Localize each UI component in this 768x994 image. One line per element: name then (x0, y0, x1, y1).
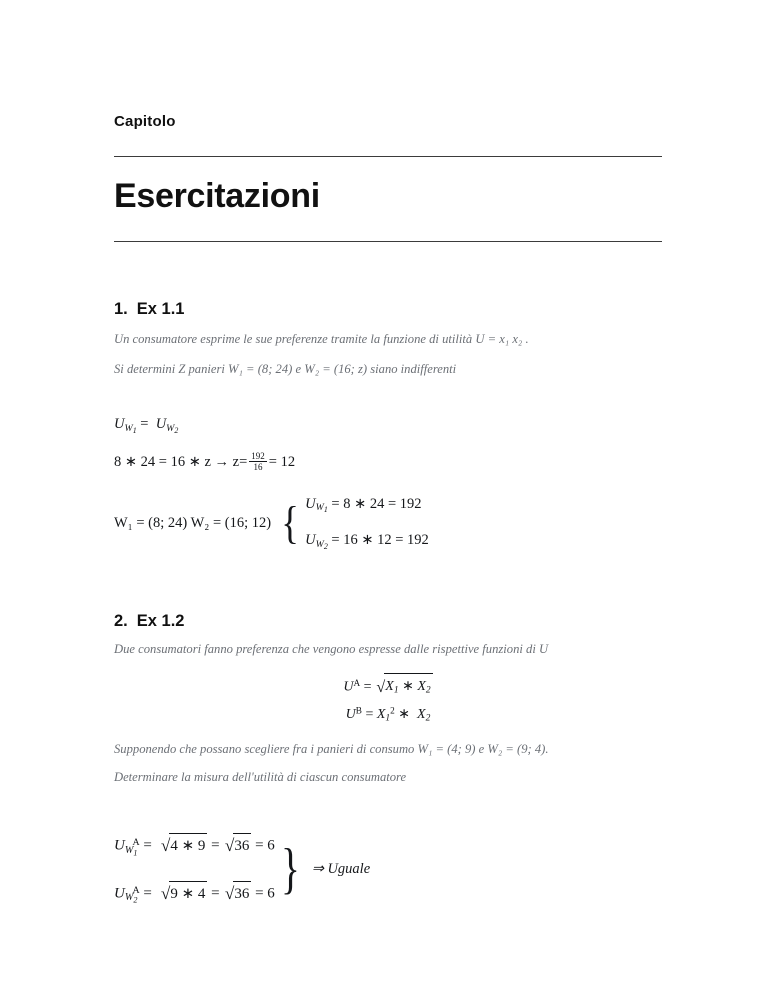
math-result-1: $U_{W_1}^A = √4$ ∗ 9 = √36 = 6 (114, 832, 275, 860)
section-heading-1 (114, 300, 662, 319)
document-content (114, 0, 662, 908)
paragraph-1-2-text: Si determini Z panieri W₁ = (8; 24) e W₂ = (16; z) siano indifferenti (114, 361, 457, 376)
section-number-1: 1. (114, 300, 128, 318)
fraction-numerator: 192 (251, 451, 265, 462)
math-block-2 (114, 832, 662, 907)
math-block-1 (114, 413, 662, 554)
math-case-2: $U_{W_2} = 16$ ∗ 12 = 192 (305, 532, 429, 552)
math-utility-a: $U^A = √X_1$ ∗ $X_2$ (114, 673, 662, 703)
math-conclusion: ⇒ Uguale (311, 861, 371, 878)
math-results-row (114, 832, 662, 907)
paragraph-2-3 (114, 768, 662, 787)
title-rule-top (114, 156, 662, 157)
paragraph-2-3-text: Determinare la misura dell'utilità di ciascun consumatore (114, 769, 407, 784)
paragraph-2-2-text: Supponendo che possano scegliere fra i panieri di consumo W₁ = (4; 9) e W₂ = (9; 4). (114, 741, 549, 756)
left-brace-icon: { (281, 497, 299, 549)
paragraph-1-1-text: Un consumatore esprime le sue preferenze tramite la funzione di utilità U = x₁ x₂ . (114, 332, 529, 346)
math-utility-functions (114, 673, 662, 729)
chapter-label: Capitolo (114, 113, 176, 130)
paragraph-2-2 (114, 740, 662, 759)
paragraph-2-1-text: Due consumatori fanno preferenza che vengono espresse dalle rispettive funzioni di U (114, 641, 549, 656)
math-case-1: $U_{W_1} = 8$ ∗ 24 = 192 (305, 495, 422, 515)
math-equality-1: $U_{W_1} = U_{W_2}$ (114, 415, 179, 435)
section-title-2: Ex 1.2 (136, 611, 185, 630)
paragraph-1-1 (114, 330, 662, 349)
section-ex-1-1 (114, 300, 662, 554)
section-ex-1-2 (114, 612, 662, 908)
math-baskets: W₁ = (8; 24) W₂ = (16; 12) (114, 514, 272, 531)
section-title-1: Ex 1.1 (136, 300, 185, 318)
math-utility-b: $U^B = X_1^2$ ∗ $X_2$ (345, 705, 431, 725)
math-solve-right: = 12 (268, 454, 296, 471)
page-title: Esercitazioni (114, 177, 320, 215)
math-solve-left: 8 ∗ 24 = 16 ∗ z → z= (114, 454, 248, 471)
title-rule-bottom (114, 241, 662, 242)
math-cases-row (114, 493, 662, 554)
fraction-192-16 (249, 451, 266, 472)
paragraph-2-1 (114, 640, 662, 659)
math-solve-z (114, 451, 662, 474)
section-number-2: 2. (114, 611, 128, 630)
section-heading-2 (114, 612, 662, 631)
math-result-2: $U_{W_2}^A = √9$ ∗ 4 = √36 = 6 (114, 880, 275, 908)
fraction-denominator: 16 (249, 461, 266, 472)
paragraph-1-2 (114, 360, 662, 379)
right-brace-icon: } (280, 838, 300, 901)
